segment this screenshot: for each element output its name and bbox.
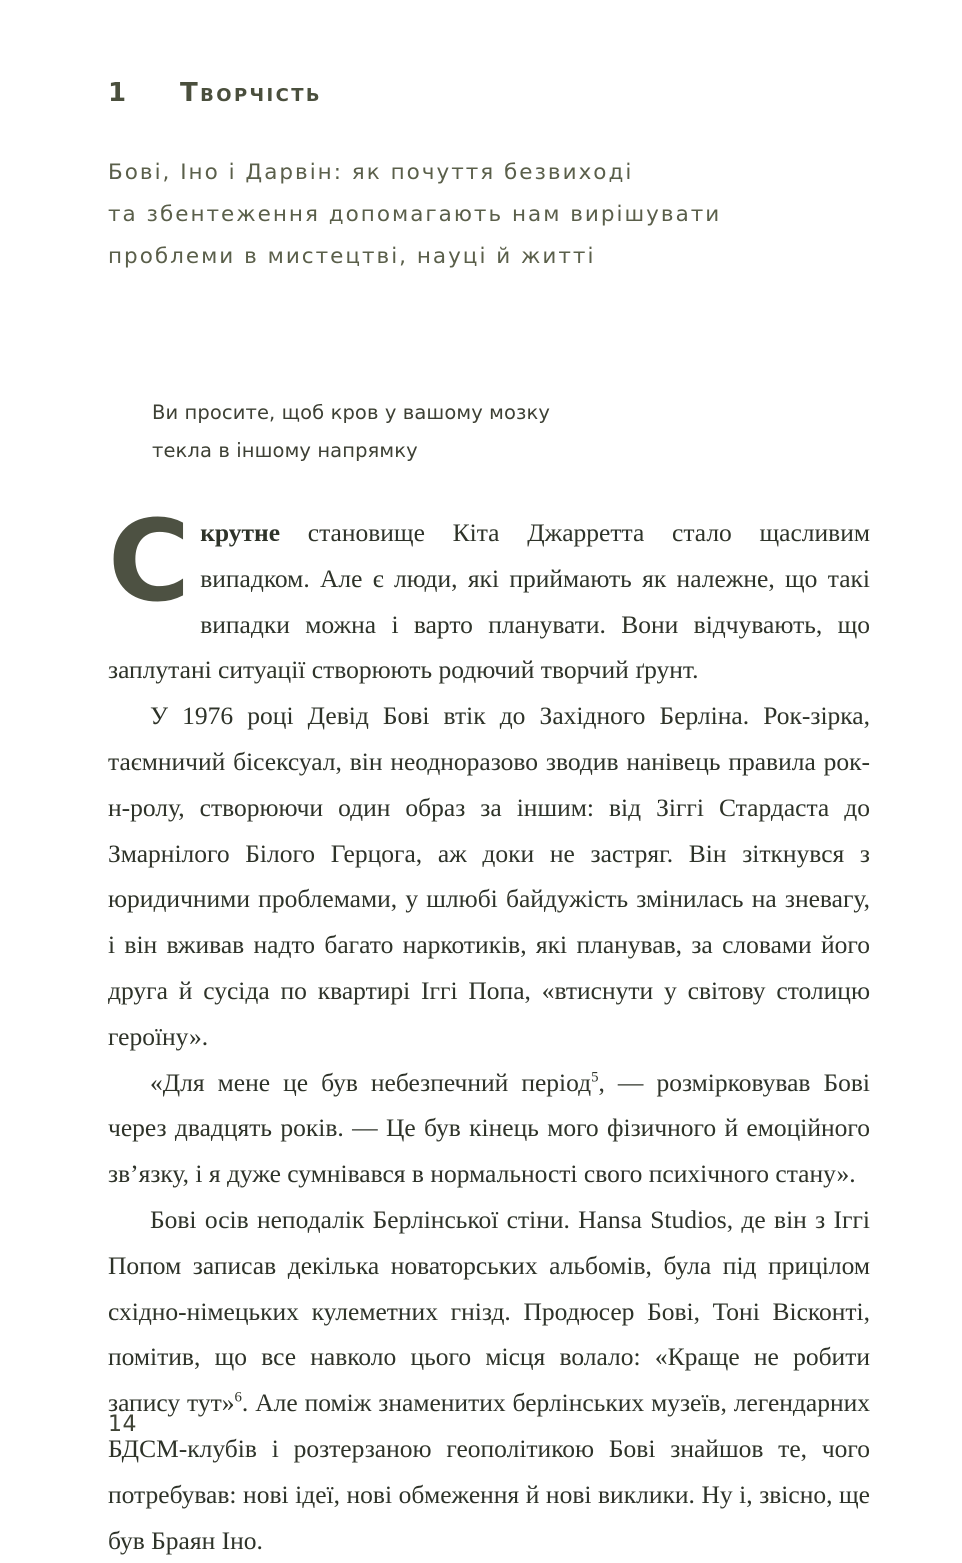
- paragraph-4-text-b: . Але поміж знаменитих берлінських музеїв, легендарних БДСМ-клубів і розтерзаною геополітикою Бові знайшов те, чого потребував: нові ідеї, нові обмеження й нові виклики. Ну і, звісно, ще був Браян Іно.: [108, 1388, 871, 1555]
- chapter-subtitle: [108, 152, 748, 278]
- paragraph-4-text-a: Бові осів неподалік Берлінської стіни. Hansa Studios, де він з Іггі Попом записав декілька новаторських альбомів, була під прицілом східно-німецьких кулеметних гнізд. Продюсер Бові, Тоні Вісконті, помітив, що все навколо цього місця волало: «Краще не робити запису тут»: [108, 1204, 870, 1418]
- paragraph-1-text: становище Кіта Джарретта стало щасливим випадком. Але є люди, які приймають як належне, що такі випадки можна і варто планувати. Вони відчувають, що заплутані ситуації створюють родючий творчий ґрунт.: [108, 518, 870, 685]
- chapter-subtitle-line-2: та збентеження допомагають нам вирішувати: [108, 202, 722, 227]
- chapter-subtitle-line-3: проблеми в мистецтві, науці й житті: [108, 244, 596, 269]
- page-content: [108, 0, 871, 1555]
- chapter-title: Творчість: [180, 78, 323, 108]
- paragraph-1-lead: крутне: [200, 518, 281, 547]
- paragraph-1: [108, 497, 870, 693]
- paragraph-2: [108, 693, 870, 1059]
- epigraph-line-2: текла в іншому напрямку: [152, 439, 418, 462]
- footnote-marker-6: 6: [234, 1389, 242, 1406]
- epigraph-line-1: Ви просите, щоб кров у вашому мозку: [152, 401, 550, 424]
- drop-cap: С: [108, 497, 191, 627]
- epigraph: [152, 394, 870, 470]
- footnote-marker-5: 5: [591, 1069, 599, 1086]
- chapter-heading: [108, 78, 870, 108]
- paragraph-2-text: У 1976 році Девід Бові втік до Західного Берліна. Рок-зірка, таємничий бісексуал, він неодноразово зводив нанівець правила рок-н-ролу, створюючи один образ за іншим: від Зіггі Стардаста до Змарнілого Білого Герцога, аж доки не застряг. Він зіткнувся з юридичними проблемами, у шлюбі байдужість змінилась на зневагу, і він вживав надто багато наркотиків, які планував, за словами його друга й сусіда по квартирі Іггі Попа, «втиснути у світову столицю героїну».: [108, 701, 870, 1051]
- paragraph-3-text-a: «Для мене це був небезпечний період: [150, 1067, 592, 1097]
- chapter-subtitle-line-1: Бові, Іно і Дарвін: як почуття безвиході: [108, 160, 634, 185]
- body-text: [108, 497, 871, 1563]
- chapter-number: 1: [108, 78, 127, 108]
- paragraph-3: [108, 1060, 870, 1197]
- paragraph-3-text-b: , — розмірковував Бові через двадцять років. — Це був кінець мого фізичного й емоційного зв’язку, і я дуже сумнівався в нормальності свого психічного стану».: [108, 1067, 871, 1189]
- paragraph-4: [108, 1197, 870, 1563]
- page-number: 14: [108, 1412, 137, 1437]
